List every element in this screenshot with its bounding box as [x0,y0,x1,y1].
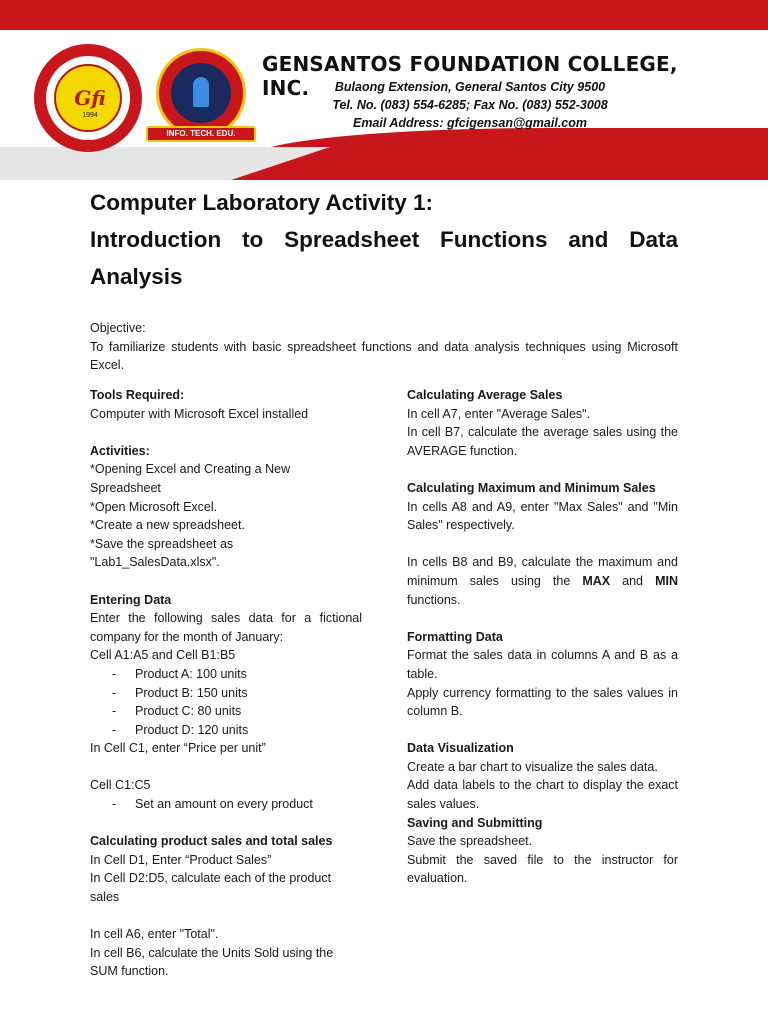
dash-bullet: - [112,722,117,737]
college-name: GENSANTOS FOUNDATION COLLEGE, INC. [262,52,678,100]
product-list-item [90,684,362,703]
max-keyword: MAX [582,573,611,588]
formatting-heading: Formatting Data [407,629,503,644]
dash-bullet: - [112,797,117,812]
it-logo-core [171,63,231,123]
calc-step: In cell A6, enter "Total". [90,927,219,942]
document-title-line-3: Analysis [90,264,183,289]
vis-step: Create a bar chart to visualize the sales data. [407,759,658,774]
visualization-heading: Data Visualization [407,741,514,756]
it-logo-ribbon: INFO. TECH. EDU. [146,126,256,142]
product-entry: Product B: 150 units [135,685,248,700]
college-address: Bulaong Extension, General Santos City 9500 [334,80,606,94]
activity-item: *Opening Excel and Creating a New Spreadsheet [90,462,291,495]
objective-section [90,319,678,375]
entering-data-text: Enter the following sales data for a fictional company for the month of January: [90,611,362,644]
it-department-logo [146,48,256,148]
average-sales-heading: Calculating Average Sales [407,388,563,402]
it-logo-ring [156,48,246,138]
price-entry: Set an amount on every product [135,797,313,812]
activities-heading: Activities: [90,443,150,458]
avg-step: In cell A7, enter "Average Sales". [407,406,591,421]
activity-item: *Open Microsoft Excel. [90,499,218,514]
entering-data-heading: Entering Data [90,592,172,607]
price-range-step: Cell C1:C5 [90,778,151,793]
save-step: Save the spreadsheet. [407,834,533,849]
calc-step: In Cell D2:D5, calculate each of the product sales [90,871,332,905]
dash-bullet: - [112,666,117,681]
tools-heading: Tools Required: [90,388,185,402]
seal-monogram: Gfi [74,86,106,110]
activity-item: *Save the spreadsheet as "Lab1_SalesData.xlsx". [90,536,234,570]
product-list-item [90,721,362,740]
vis-step: Add data labels to the chart to display the exact sales values. [407,778,678,812]
price-per-unit-step: In Cell C1, enter “Price per unit” [90,741,266,756]
product-entry: Product C: 80 units [135,704,242,719]
document-title-line-2: Introduction to Spreadsheet Functions and Data [90,227,678,252]
document-intro [90,184,678,375]
and-text: and [622,573,644,588]
functions-text: functions. [407,592,461,607]
objective-label: Objective: [90,321,146,335]
max-min-step: In cells A8 and A9, enter "Max Sales" and "Min Sales" respectively. [407,499,678,533]
college-email: Email Address: gfcigensan@gmail.com [352,116,587,130]
college-phone: Tel. No. (083) 554-6285; Fax No. (083) 552-3008 [332,98,608,112]
objective-text: To familiarize students with basic spreadsheet functions and data analysis techniques using Microsoft Excel. [90,339,678,373]
product-list-item [90,702,362,721]
college-seal-logo [34,44,142,152]
dash-bullet: - [112,685,117,700]
calc-step: In cell B6, calculate the Units Sold using the SUM function. [90,945,334,979]
fmt-step: Format the sales data in columns A and B as a table. [407,648,678,681]
dash-bullet: - [112,704,117,719]
seal-core [54,64,122,132]
activity-item: *Create a new spreadsheet. [90,518,245,533]
price-list-item [90,795,362,814]
save-step: Submit the saved file to the instructor for evaluation. [407,852,678,886]
saving-heading: Saving and Submitting [407,815,543,830]
max-min-text: In cells B8 and B9, calculate the maximum and minimum sales using the [407,555,678,588]
fmt-step: Apply currency formatting to the sales values in column B. [407,685,678,719]
avg-step: In cell B7, calculate the average sales using the AVERAGE function. [407,425,678,458]
product-list-item [90,665,362,684]
letterhead [0,0,768,180]
calculating-sales-heading: Calculating product sales and total sales [90,834,333,849]
tech-tree-icon [193,77,209,107]
header-top-band [0,0,768,30]
right-column [407,386,678,888]
tools-text: Computer with Microsoft Excel installed [90,406,309,421]
min-keyword: MIN [655,573,678,588]
left-column [90,386,362,981]
document-title-line-1: Computer Laboratory Activity 1: [90,190,433,215]
entering-data-cells: Cell A1:A5 and Cell B1:B5 [90,648,236,663]
max-min-heading: Calculating Maximum and Minimum Sales [407,480,656,495]
product-entry: Product D: 120 units [135,722,249,737]
seal-year: 1994 [82,112,98,119]
calc-step: In Cell D1, Enter “Product Sales” [90,852,272,867]
max-min-functions-step [407,553,678,609]
product-entry: Product A: 100 units [135,666,247,681]
